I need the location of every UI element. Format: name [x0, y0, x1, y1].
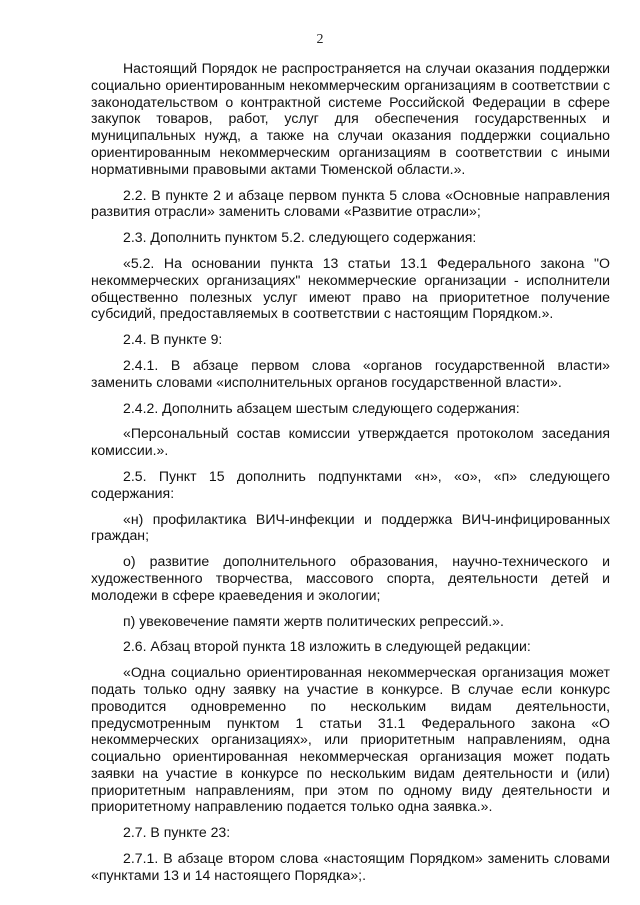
paragraph-2-3: 2.3. Дополнить пунктом 5.2. следующего содержания: [123, 229, 477, 246]
page-number: 2 [316, 32, 324, 47]
paragraph-2-4-1: 2.4.1. В абзаце первом слова «органов государственной власти» заменить словами «исполнительных органов государственной власти». [91, 356, 610, 390]
subitem-n: «н) профилактика ВИЧ-инфекции и поддержка ВИЧ-инфицированных граждан; [91, 510, 610, 544]
paragraph-2-7: 2.7. В пункте 23: [123, 824, 231, 841]
paragraph-2-7-1: 2.7.1. В абзаце втором слова «настоящим Порядком» заменить словами «пунктами 13 и 14 настоящего Порядка»;. [91, 850, 610, 883]
subitem-p: п) увековечение памяти жертв политических репрессий.». [123, 612, 504, 629]
paragraph-2-4: 2.4. В пункте 9: [123, 331, 223, 348]
paragraph-2-4-2: 2.4.2. Дополнить абзацем шестым следующего содержания: [123, 399, 520, 416]
paragraph-2-6: 2.6. Абзац второй пункта 18 изложить в следующей редакции: [123, 638, 531, 655]
document-body [91, 60, 610, 893]
paragraph-scope-note: Настоящий Порядок не распространяется на случаи оказания поддержки социально ориентированным некоммерческим организациям в соответствии с законодательством о контрактной системе Российской Федерации в сфере закупок товаров, работ, услуг для обеспечения государственных и муниципальных нужд, а также на случаи оказания поддержки социально ориентированным некоммерческим организациям в соответствии с иными нормативными правовыми актами Тюменской области.». [91, 60, 610, 177]
paragraph-2-2: 2.2. В пункте 2 и абзаце первом пункта 5 слова «Основные направления развития отрасли» заменить словами «Развитие отрасли»; [91, 186, 610, 220]
subitem-o: о) развитие дополнительного образования, научно-технического и художественного творчества, массового спорта, деятельности детей и молодежи в сфере краеведения и экологии; [91, 553, 610, 603]
paragraph-2-5: 2.5. Пункт 15 дополнить подпунктами «н», «о», «п» следующего содержания: [91, 467, 610, 501]
paragraph-5-2-text: «5.2. На основании пункта 13 статьи 13.1 Федерального закона "О некоммерческих организациях" некоммерческие организации - исполнители общественно полезных услуг имеют право на приоритетное получение субсидий, предоставляемых в соответствии с настоящим Порядком.». [91, 254, 610, 322]
paragraph-18-new-text: «Одна социально ориентированная некоммерческая организация может подать только одну заявку на участие в конкурсе. В случае если конкурс проводится одновременно по нескольким видам деятельности, предусмотренным пунктом 1 статьи 31.1 Федерального закона «О некоммерческих организациях», или приоритетным направлениям, одна социально ориентированная некоммерческая организация может подать заявки на участие в конкурсе по нескольким видам деятельности и (или) приоритетным направлениям, при этом по одному виду деятельности и приоритетному направлению подается только одна заявка.». [91, 664, 610, 815]
paragraph-commission-text: «Персональный состав комиссии утверждается протоколом заседания комиссии.». [91, 425, 610, 459]
